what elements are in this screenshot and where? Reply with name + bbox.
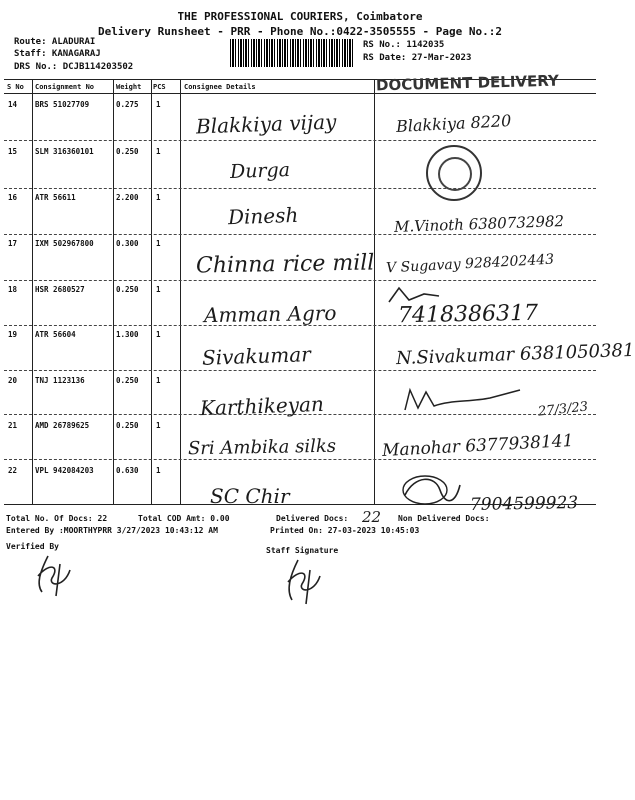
- row-pcs: 1: [156, 239, 161, 248]
- delivered-docs-value: 22: [362, 508, 382, 526]
- col-header-consignee: Consignee Details: [184, 83, 256, 91]
- staff-signature: [278, 556, 328, 608]
- staff-signature-label: Staff Signature: [266, 546, 339, 555]
- row-signature: 7904599923: [469, 493, 579, 515]
- total-cod: Total COD Amt: 0.00: [138, 514, 230, 523]
- col-divider: [180, 80, 181, 504]
- row-separator: [4, 280, 596, 281]
- row-consignment: SLM 316360101: [35, 147, 94, 156]
- row-consignee-handwritten: Karthikeyan: [199, 391, 325, 421]
- row-separator: [4, 140, 596, 141]
- table-header-rule: [4, 93, 596, 94]
- row-pcs: 1: [156, 147, 161, 156]
- company-title: THE PROFESSIONAL COURIERS, Coimbatore: [177, 10, 423, 23]
- col-divider: [151, 80, 152, 504]
- rs-number: RS No.: 1142035: [363, 40, 445, 50]
- entered-by: Entered By :MOORTHYPRR 3/27/2023 10:43:12 AM: [6, 526, 218, 535]
- row-pcs: 1: [156, 376, 161, 385]
- row-weight: 0.275: [116, 100, 139, 109]
- staff-label: Staff: KANAGARAJ: [14, 49, 101, 59]
- row-consignee-handwritten: SC Chir: [210, 484, 290, 508]
- row-consignment: IXM 502967800: [35, 239, 94, 248]
- printed-on: Printed On: 27-03-2023 10:45:03: [270, 526, 420, 535]
- row-signature: 7418386317: [397, 300, 539, 329]
- row-consignment: TNJ 1123136: [35, 376, 85, 385]
- signature-scribble: [384, 280, 444, 310]
- col-divider: [32, 80, 33, 504]
- row-consignee-handwritten: Durga: [229, 158, 291, 184]
- row-consignment: HSR 2680527: [35, 285, 85, 294]
- row-consignee-handwritten: Amman Agro: [203, 300, 337, 328]
- row-weight: 0.250: [116, 421, 139, 430]
- row-separator: [4, 188, 596, 189]
- row-signature: Manohar 6377938141: [381, 431, 574, 461]
- col-header-consignment: Consignment No: [35, 83, 95, 91]
- row-separator: [4, 325, 596, 326]
- row-separator: [4, 234, 596, 235]
- row-consignment: ATR 56611: [35, 193, 76, 202]
- row-sno: 22: [8, 466, 18, 475]
- route-label: Route: ALADURAI: [14, 37, 96, 47]
- row-sno: 21: [8, 421, 18, 430]
- row-signature: 27/3/23: [537, 399, 589, 420]
- row-consignee-handwritten: Chinna rice mill: [195, 250, 375, 279]
- row-consignment: VPL 942084203: [35, 466, 94, 475]
- row-pcs: 1: [156, 285, 161, 294]
- row-consignment: AMD 26789625: [35, 421, 90, 430]
- row-signature: N.Sivakumar 6381050381: [395, 339, 635, 370]
- row-signature: M.Vinoth 6380732982: [393, 212, 565, 236]
- verifier-signature: [30, 552, 80, 602]
- document-delivery-stamp: DOCUMENT DELIVERY: [375, 71, 560, 95]
- row-sno: 20: [8, 376, 18, 385]
- row-separator: [4, 370, 596, 371]
- row-pcs: 1: [156, 330, 161, 339]
- row-signature: V Sugavay 9284202443: [385, 251, 555, 277]
- row-sno: 18: [8, 285, 18, 294]
- row-consignee-handwritten: Blakkiya vijay: [195, 109, 337, 139]
- verified-by-label: Verified By: [6, 542, 59, 551]
- signature-scribble: [400, 380, 540, 420]
- row-sno: 17: [8, 239, 18, 248]
- rs-date: RS Date: 27-Mar-2023: [363, 53, 472, 63]
- round-seal-stamp: [426, 145, 482, 201]
- row-sno: 15: [8, 147, 18, 156]
- barcode: [230, 39, 355, 67]
- total-docs: Total No. Of Docs: 22: [6, 514, 108, 523]
- row-consignment: BRS 51027709: [35, 100, 90, 109]
- row-separator: [4, 459, 596, 460]
- row-sno: 14: [8, 100, 18, 109]
- non-delivered-docs-label: Non Delivered Docs:: [398, 514, 490, 523]
- row-sno: 16: [8, 193, 18, 202]
- row-consignee-handwritten: Sri Ambika silks: [187, 435, 337, 460]
- row-sno: 19: [8, 330, 18, 339]
- col-header-weight: Weight: [116, 83, 142, 91]
- row-weight: 2.200: [116, 193, 139, 202]
- row-consignee-handwritten: Sivakumar: [201, 342, 312, 370]
- delivered-docs-label: Delivered Docs:: [276, 514, 349, 523]
- table-bottom-rule: [4, 504, 596, 505]
- col-divider: [113, 80, 114, 504]
- drs-number: DRS No.: DCJB114203502: [14, 62, 134, 72]
- col-header-sno: S No: [7, 83, 24, 91]
- row-weight: 0.250: [116, 147, 139, 156]
- runsheet-subtitle: Delivery Runsheet - PRR - Phone No.:0422-3505555 - Page No.:2: [98, 25, 502, 38]
- row-weight: 0.630: [116, 466, 139, 475]
- signature-scribble: [395, 470, 465, 510]
- row-consignment: ATR 56604: [35, 330, 76, 339]
- col-header-pcs: PCS: [153, 83, 166, 91]
- row-pcs: 1: [156, 421, 161, 430]
- row-pcs: 1: [156, 466, 161, 475]
- row-pcs: 1: [156, 100, 161, 109]
- row-pcs: 1: [156, 193, 161, 202]
- row-weight: 0.250: [116, 376, 139, 385]
- row-weight: 1.300: [116, 330, 139, 339]
- col-divider: [374, 80, 375, 504]
- row-signature: Blakkiya 8220: [395, 110, 512, 137]
- row-weight: 0.250: [116, 285, 139, 294]
- row-weight: 0.300: [116, 239, 139, 248]
- row-consignee-handwritten: Dinesh: [227, 202, 299, 230]
